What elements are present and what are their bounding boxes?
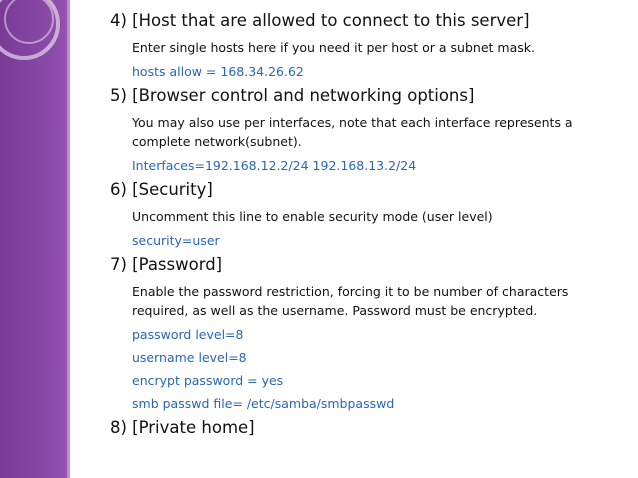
config-line: password level=8	[132, 327, 244, 342]
section-security	[110, 179, 625, 250]
config-line: encrypt password = yes	[132, 373, 284, 388]
section-private-home	[110, 417, 625, 439]
section-heading: 6) [Security]	[110, 180, 213, 199]
section-heading: 5) [Browser control and networking options]	[110, 86, 475, 105]
section-heading: 8) [Private home]	[110, 418, 255, 437]
config-line: Interfaces=192.168.12.2/24 192.168.13.2/24	[132, 158, 417, 173]
section-host	[110, 10, 625, 81]
section-browser-control	[110, 85, 625, 175]
slide-content	[110, 10, 625, 445]
section-description: Enable the password restriction, forcing it to be number of characters required, as well as the username. Password must be encrypted.	[132, 284, 569, 318]
section-description: Uncomment this line to enable security mode (user level)	[132, 209, 493, 224]
decorative-sidebar	[0, 0, 70, 478]
section-description: You may also use per interfaces, note that each interface represents a complete network(subnet).	[132, 115, 573, 149]
section-heading: 4) [Host that are allowed to connect to this server]	[110, 11, 530, 30]
section-password	[110, 254, 625, 413]
section-description: Enter single hosts here if you need it per host or a subnet mask.	[132, 40, 535, 55]
config-line: username level=8	[132, 350, 247, 365]
config-line: smb passwd file= /etc/samba/smbpasswd	[132, 396, 395, 411]
config-line: security=user	[132, 233, 220, 248]
section-heading: 7) [Password]	[110, 255, 223, 274]
config-line: hosts allow = 168.34.26.62	[132, 64, 304, 79]
